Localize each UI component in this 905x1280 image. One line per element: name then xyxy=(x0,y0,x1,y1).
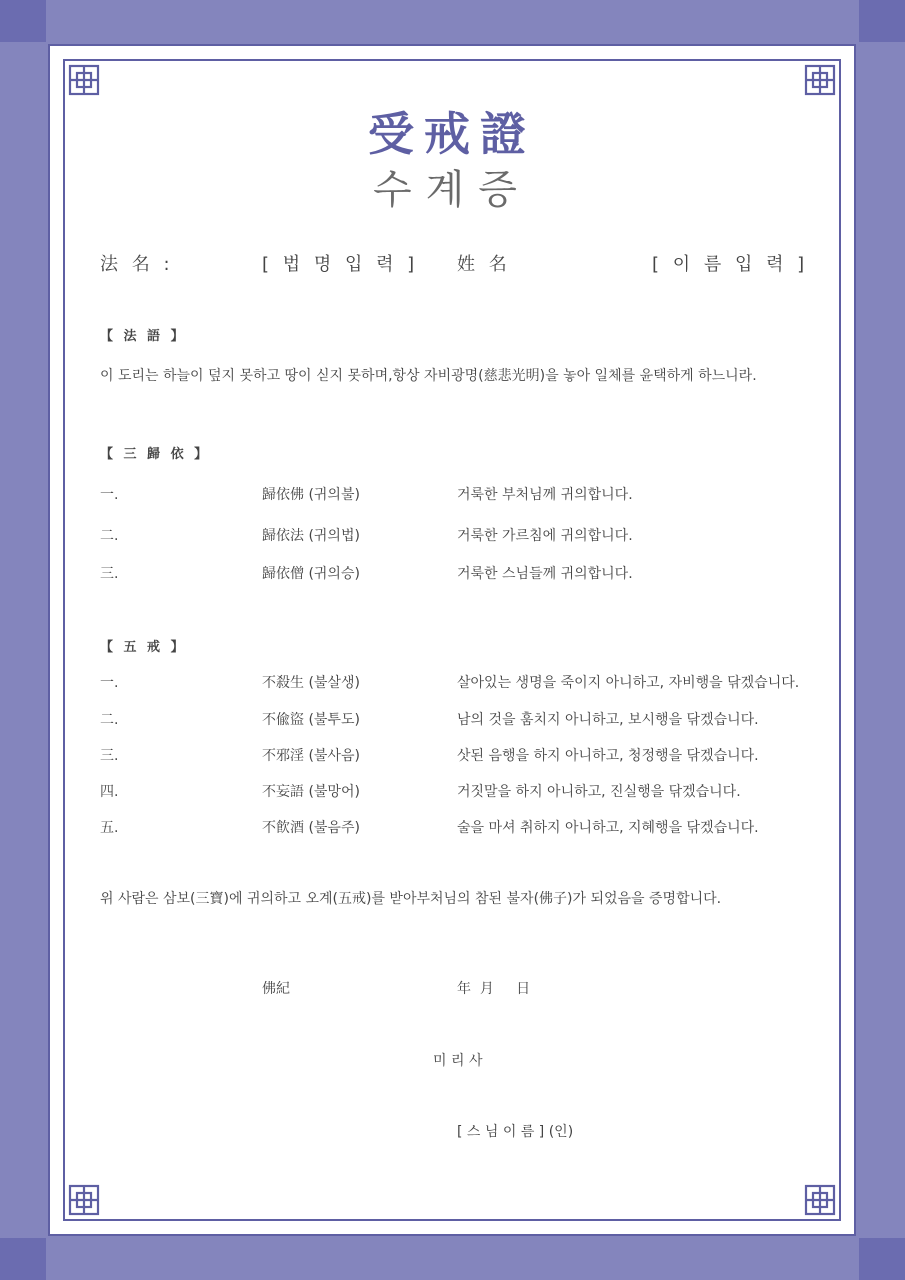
precept-term: 不偸盜 (불투도) xyxy=(262,712,360,728)
three-refuges-heading: 【 三 歸 依 】 xyxy=(100,447,211,462)
date-field[interactable]: 年 月 日 xyxy=(457,981,531,997)
name-input[interactable]: [ 이 름 입 력 ] xyxy=(652,254,809,275)
precept-term: 不妄語 (불망어) xyxy=(262,784,360,800)
dharma-words-heading: 【 法 語 】 xyxy=(100,329,187,344)
precept-number: 三. xyxy=(100,748,119,764)
corner-knot-ornament-icon xyxy=(804,64,836,96)
corner-knot-ornament-icon xyxy=(804,1184,836,1216)
corner-tab-bottom-right xyxy=(859,1238,905,1280)
buddhist-era-label: 佛紀 xyxy=(262,981,290,997)
refuge-description: 거룩한 가르침에 귀의합니다. xyxy=(457,528,633,544)
dharma-words-text: 이 도리는 하늘이 덮지 못하고 땅이 싣지 못하며,항상 자비광명(慈悲光明)을 놓아 일체를 윤택하게 하느니라. xyxy=(100,368,757,384)
precept-description: 거짓말을 하지 아니하고, 진실행을 닦겠습니다. xyxy=(457,784,741,800)
dharma-name-input[interactable]: [ 법 명 입 력 ] xyxy=(262,254,419,275)
precept-number: 四. xyxy=(100,784,119,800)
refuge-description: 거룩한 부처님께 귀의합니다. xyxy=(457,487,633,503)
corner-tab-top-left xyxy=(0,0,46,42)
monk-name-signature[interactable]: [ 스 님 이 름 ] (인) xyxy=(457,1124,574,1140)
five-precepts-heading: 【 五 戒 】 xyxy=(100,640,187,655)
dharma-name-label: 法 名 : xyxy=(100,254,174,275)
precept-term: 不飮酒 (불음주) xyxy=(262,820,360,836)
corner-tab-bottom-left xyxy=(0,1238,46,1280)
refuge-term: 歸依佛 (귀의불) xyxy=(262,487,360,503)
corner-tab-top-right xyxy=(859,0,905,42)
title-hanja: 受戒證 xyxy=(368,107,536,161)
surname-label: 姓 名 xyxy=(457,254,511,275)
precept-description: 살아있는 생명을 죽이지 아니하고, 자비행을 닦겠습니다. xyxy=(457,675,800,691)
refuge-number: 一. xyxy=(100,487,119,503)
refuge-term: 歸依法 (귀의법) xyxy=(262,528,360,544)
refuge-term: 歸依僧 (귀의승) xyxy=(262,566,360,582)
corner-knot-ornament-icon xyxy=(68,64,100,96)
precept-description: 술을 마셔 취하지 아니하고, 지혜행을 닦겠습니다. xyxy=(457,820,759,836)
corner-knot-ornament-icon xyxy=(68,1184,100,1216)
precept-number: 二. xyxy=(100,712,119,728)
refuge-description: 거룩한 스님들께 귀의합니다. xyxy=(457,566,633,582)
refuge-number: 二. xyxy=(100,528,119,544)
precept-term: 不殺生 (불살생) xyxy=(262,675,360,691)
precept-number: 五. xyxy=(100,820,119,836)
precept-description: 남의 것을 훔치지 아니하고, 보시행을 닦겠습니다. xyxy=(457,712,759,728)
refuge-number: 三. xyxy=(100,566,119,582)
precept-number: 一. xyxy=(100,675,119,691)
precept-description: 삿된 음행을 하지 아니하고, 청정행을 닦겠습니다. xyxy=(457,748,759,764)
precept-term: 不邪淫 (불사음) xyxy=(262,748,360,764)
certification-statement: 위 사람은 삼보(三寶)에 귀의하고 오계(五戒)를 받아부처님의 참된 불자(佛子)가 되었음을 증명합니다. xyxy=(100,891,722,907)
certificate-paper xyxy=(48,44,856,1236)
title-hangul: 수계증 xyxy=(373,167,531,213)
temple-name: 미 리 사 xyxy=(433,1053,483,1069)
